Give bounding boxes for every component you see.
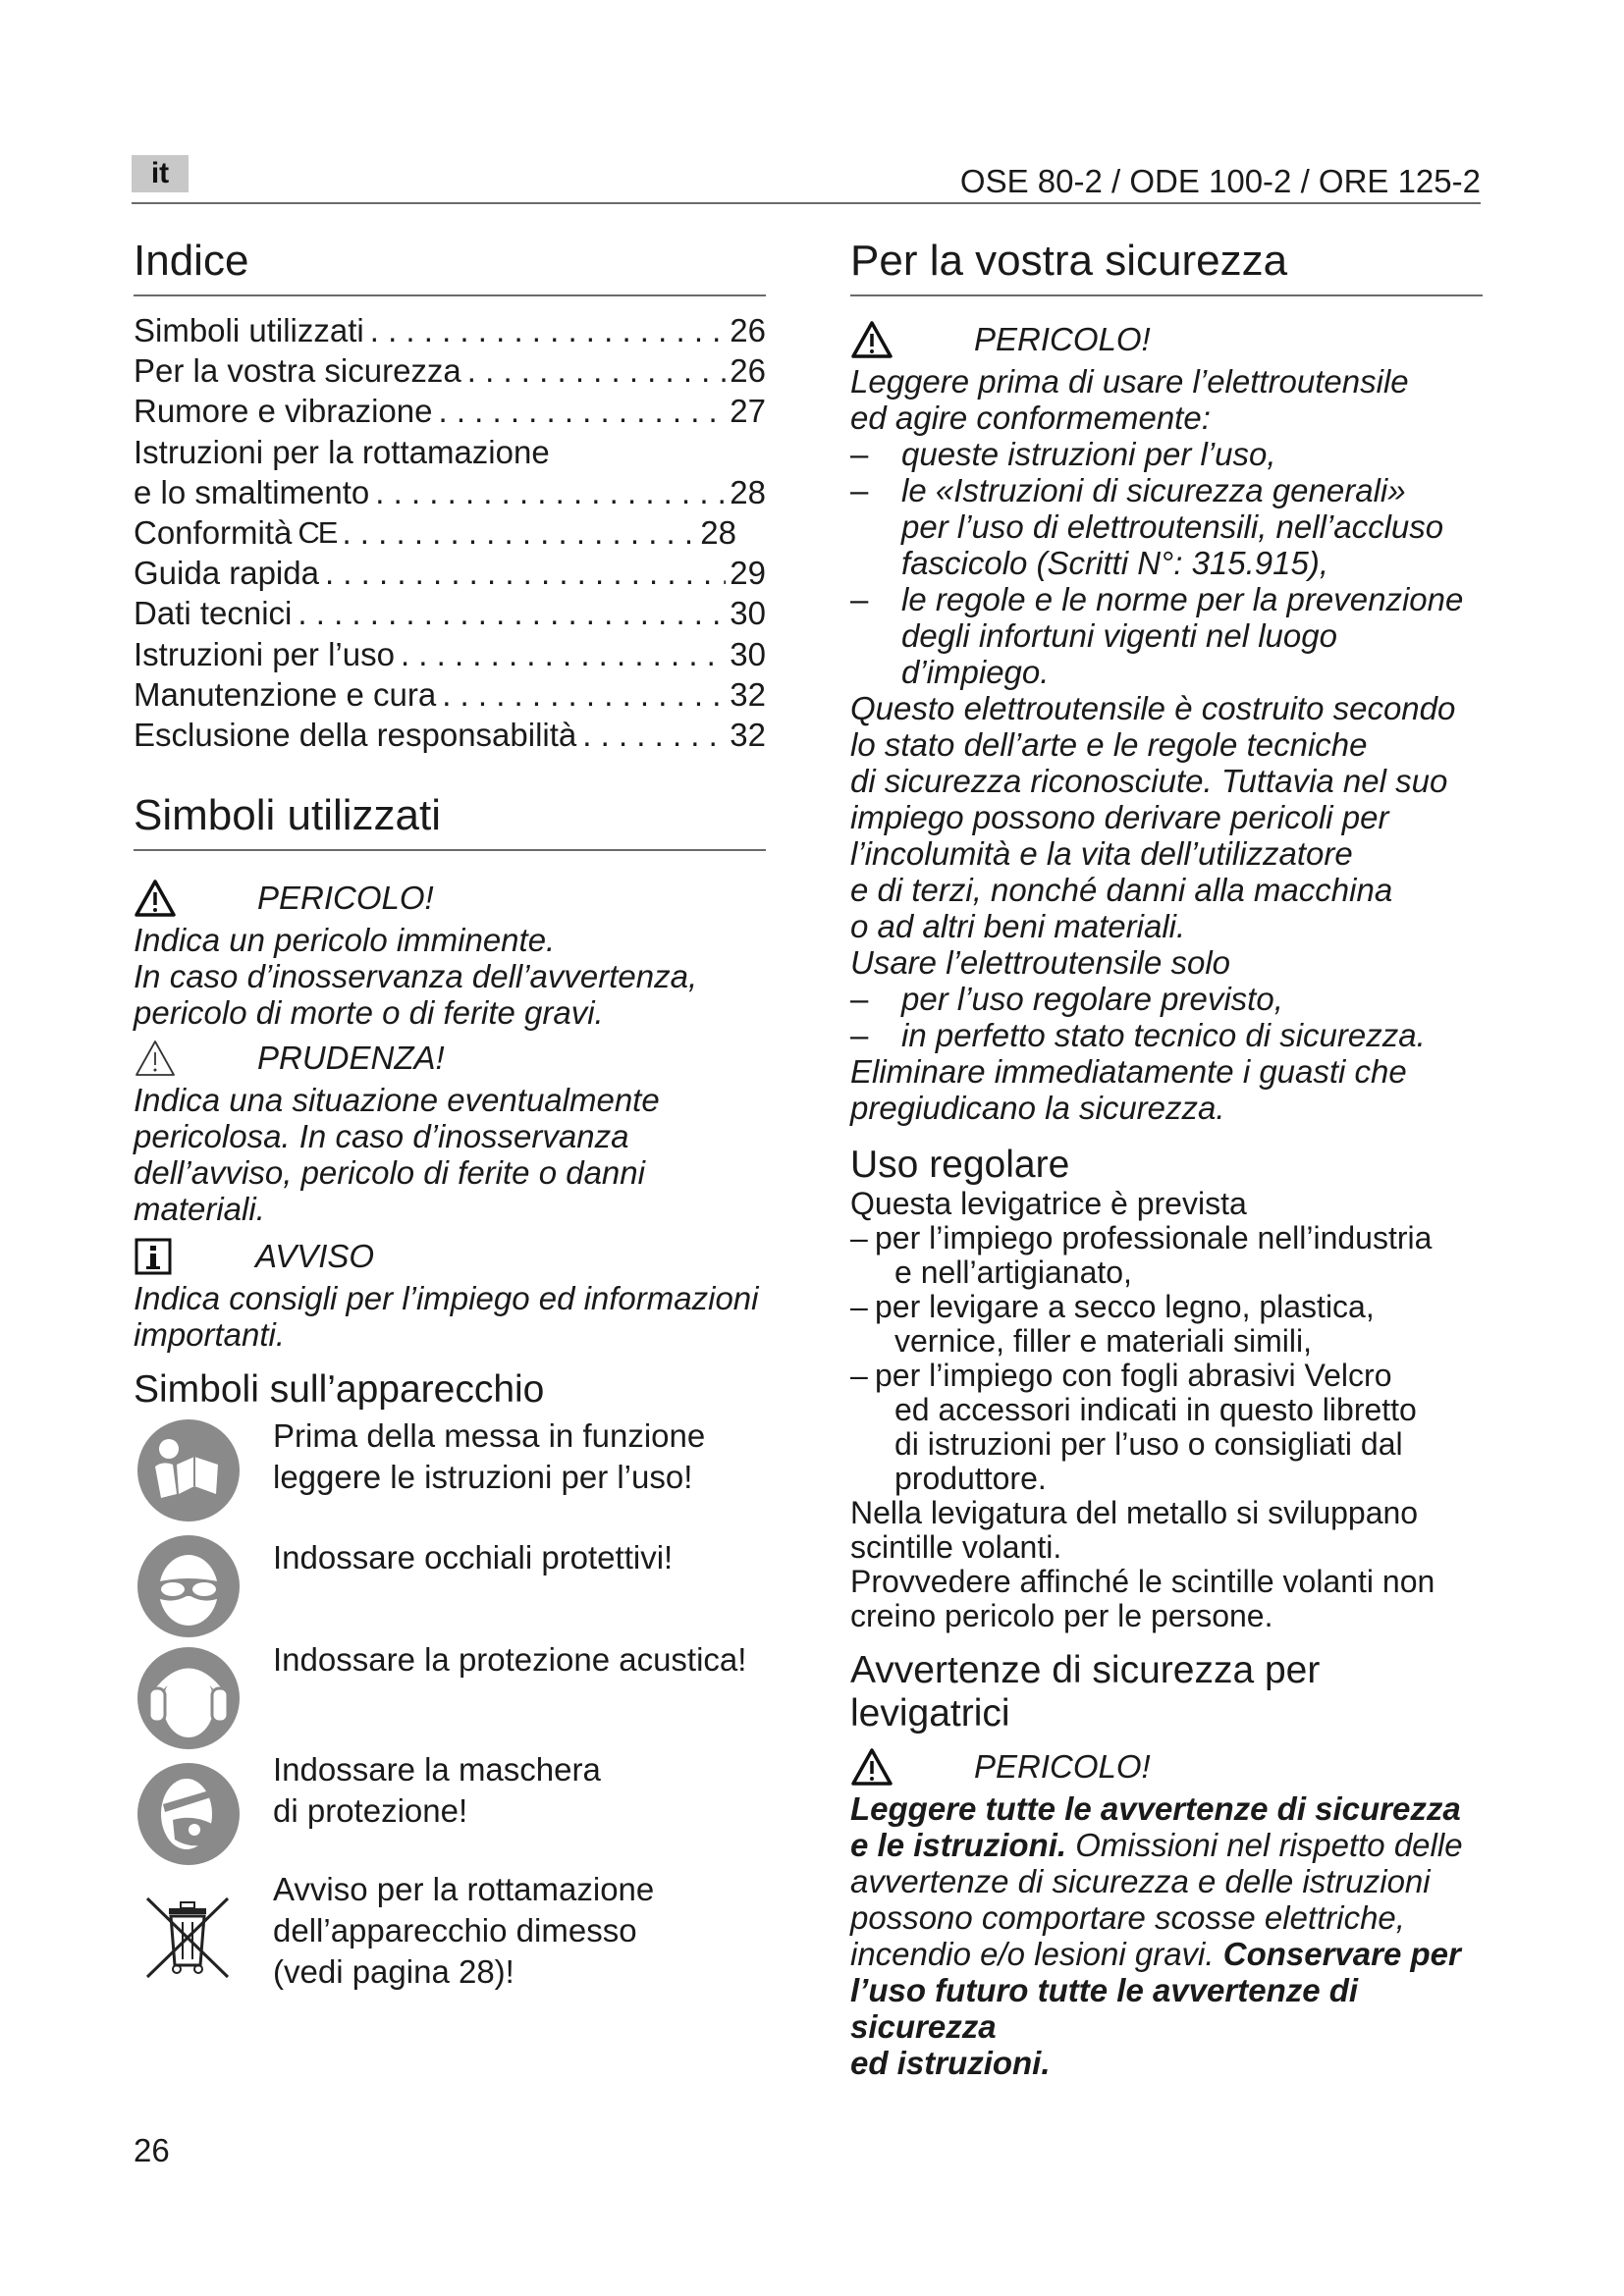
toc-entry-page: 26 — [730, 352, 766, 390]
list-item-text: produttore. — [894, 1461, 1047, 1496]
list-item — [850, 1359, 1483, 1496]
sander-danger-header — [850, 1743, 1483, 1790]
language-badge: it — [132, 155, 189, 192]
notice-line: importanti. — [134, 1316, 286, 1354]
device-symbol-text: Indossare la maschera — [273, 1751, 601, 1789]
list-item-text: di istruzioni per l’uso o consigliati dal — [894, 1426, 1403, 1462]
toc-entry[interactable] — [134, 674, 766, 715]
device-symbol-item — [134, 1751, 766, 1869]
toc-entry-page: 27 — [730, 393, 766, 430]
list-dash: – — [850, 1220, 868, 1255]
safety-use-list — [850, 981, 1483, 1053]
toc-entry[interactable] — [134, 310, 766, 350]
sander-warning-bold: Leggere tutte le avvertenze di sicurezza — [850, 1790, 1461, 1827]
list-item-text: d’impiego. — [901, 654, 1050, 690]
toc-entry-title: Esclusione della responsabilità — [134, 717, 577, 754]
device-symbol-list — [134, 1415, 766, 1993]
safety-body-line: impiego possono derivare pericoli per — [850, 799, 1389, 835]
safety-danger-header — [850, 316, 1483, 363]
toc-entry-page: 29 — [730, 555, 766, 592]
sander-warning-bold: ed istruzioni. — [850, 2045, 1051, 2081]
danger-line: pericolo di morte o di ferite gravi. — [134, 994, 604, 1032]
safety-heading: Per la vostra sicurezza — [850, 234, 1483, 296]
caution-line: pericolosa. In caso d’inosservanza — [134, 1118, 629, 1155]
list-dash: – — [850, 1017, 869, 1053]
info-icon — [134, 1237, 177, 1276]
toc-entry-page: 30 — [730, 595, 766, 632]
toc-leader — [432, 391, 726, 431]
toc-leader — [461, 350, 726, 391]
list-dash: – — [850, 1289, 868, 1324]
toc-entry-page: 26 — [730, 312, 766, 348]
toc-entry[interactable] — [134, 715, 766, 755]
toc-entry-title: Per la vostra sicurezza — [134, 352, 461, 390]
toc-leader — [292, 593, 726, 633]
left-column — [134, 234, 766, 1993]
ear-protection-icon — [134, 1643, 244, 1753]
list-item — [850, 1017, 1483, 1053]
list-item — [850, 1290, 1483, 1359]
page-number: 26 — [134, 2132, 170, 2168]
toc-entry[interactable] — [134, 553, 766, 593]
device-symbol-text: dell’apparecchio dimesso — [273, 1912, 637, 1949]
sander-danger-label: PERICOLO! — [974, 1748, 1151, 1785]
notice-label: AVVISO — [255, 1238, 375, 1275]
sander-warning-text-run: possono comportare scosse elettriche, — [850, 1899, 1405, 1936]
table-of-contents — [134, 310, 766, 755]
list-item-text: in perfetto stato tecnico di sicurezza. — [901, 1017, 1426, 1053]
sander-warning-text-run: incendio e/o lesioni gravi. — [850, 1936, 1223, 1972]
list-dash: – — [850, 436, 869, 472]
list-dash: – — [850, 981, 869, 1017]
list-item — [850, 981, 1483, 1017]
sander-warning-text — [850, 1790, 1483, 2081]
toc-leader — [576, 715, 726, 755]
safety-body-line: Questo elettroutensile è costruito secondo — [850, 690, 1456, 726]
toc-entry-page: 32 — [730, 717, 766, 754]
toc-entry[interactable] — [134, 472, 766, 512]
sander-warning-bold: l’uso futuro tutte le avvertenze di sicurezza — [850, 1972, 1359, 2045]
header-rule — [132, 202, 1481, 204]
sander-warning-text-run: Omissioni nel rispetto delle — [1066, 1827, 1463, 1863]
ce-mark-icon: CE — [298, 515, 337, 551]
toc-entry[interactable] — [134, 350, 766, 391]
list-item — [850, 436, 1483, 472]
right-column — [850, 234, 1483, 2081]
notice-definition — [134, 1233, 766, 1353]
proper-use-note: Provvedere affinché le scintille volanti non — [850, 1564, 1435, 1599]
document-model-reference: OSE 80-2 / ODE 100-2 / ORE 125-2 — [959, 163, 1481, 199]
safety-intro-line: ed agire conformemente: — [850, 400, 1211, 436]
list-item-text: fascicolo (Scritti N°: 315.915), — [901, 545, 1329, 581]
index-heading: Indice — [134, 234, 766, 296]
device-symbol-item — [134, 1415, 766, 1525]
dust-mask-icon — [134, 1759, 244, 1869]
toc-entry-page: 30 — [730, 635, 766, 672]
toc-entry[interactable] — [134, 593, 766, 633]
device-symbol-text: di protezione! — [273, 1792, 468, 1830]
toc-entry-title: Istruzioni per l’uso — [134, 635, 395, 672]
toc-entry-page: 32 — [730, 675, 766, 713]
caution-line: Indica una situazione eventualmente — [134, 1082, 660, 1119]
toc-entry[interactable] — [134, 391, 766, 431]
proper-use-note: creino pericolo per le persone. — [850, 1598, 1273, 1633]
caution-definition — [134, 1035, 766, 1227]
proper-use-intro: Questa levigatrice è prevista — [850, 1186, 1247, 1221]
warning-triangle-icon — [850, 1747, 893, 1787]
proper-use-note: scintille volanti. — [850, 1529, 1062, 1565]
toc-entry-title: Istruzioni per la rottamazione — [134, 433, 550, 470]
sander-warnings-heading — [850, 1649, 1483, 1735]
device-symbol-text: Indossare occhiali protettivi! — [273, 1539, 674, 1576]
device-symbols-heading: Simboli sull’apparecchio — [134, 1368, 545, 1412]
sander-warning-text-run: avvertenze di sicurezza e delle istruzioni — [850, 1863, 1431, 1899]
sander-warning-bold: Conservare per — [1222, 1936, 1461, 1972]
device-symbol-item — [134, 1871, 766, 1993]
list-item — [850, 581, 1483, 690]
safety-body — [850, 690, 1483, 981]
device-symbol-text: Indossare la protezione acustica! — [273, 1641, 747, 1679]
sander-warnings-heading-line: levigatrici — [850, 1692, 1010, 1735]
toc-entry-title: Simboli utilizzati — [134, 312, 364, 348]
list-item — [850, 472, 1483, 581]
list-item — [850, 1221, 1483, 1290]
safety-body-line: o ad altri beni materiali. — [850, 908, 1186, 944]
safety-closing-line: Eliminare immediatamente i guasti che — [850, 1053, 1407, 1090]
proper-use-note: Nella levigatura del metallo si sviluppano — [850, 1495, 1419, 1530]
toc-entry-title: Conformità — [134, 514, 293, 552]
read-manual-icon — [134, 1415, 244, 1525]
toc-leader — [336, 512, 696, 553]
safety-goggles-icon — [134, 1531, 244, 1641]
toc-entry[interactable] — [134, 512, 766, 553]
toc-entry-title: Dati tecnici — [134, 595, 293, 632]
toc-entry-title: Guida rapida — [134, 555, 319, 592]
toc-leader — [369, 472, 726, 512]
sander-warnings-heading-line: Avvertenze di sicurezza per — [850, 1649, 1321, 1691]
list-dash: – — [850, 581, 869, 617]
symbols-heading: Simboli utilizzati — [134, 788, 766, 851]
toc-leader — [364, 310, 727, 350]
list-dash: – — [850, 1358, 868, 1393]
safety-body-line: e di terzi, nonché danni alla macchina — [850, 872, 1393, 908]
toc-entry[interactable] — [134, 634, 766, 674]
safety-intro-line: Leggere prima di usare l’elettroutensile — [850, 363, 1409, 400]
toc-leader — [395, 634, 726, 674]
device-symbol-text: (vedi pagina 28)! — [273, 1953, 514, 1991]
list-item-text: per l’impiego professionale nell’industria — [875, 1220, 1433, 1255]
toc-leader — [436, 674, 726, 715]
safety-danger-label: PERICOLO! — [974, 321, 1151, 357]
caution-label: PRUDENZA! — [257, 1040, 445, 1077]
list-item-text: per levigare a secco legno, plastica, — [875, 1289, 1375, 1324]
toc-entry-title: Manutenzione e cura — [134, 675, 437, 713]
proper-use-list — [850, 1221, 1483, 1496]
list-item-text: degli infortuni vigenti nel luogo — [901, 617, 1337, 654]
crossed-bin-icon — [134, 1881, 244, 1991]
list-item-text: ed accessori indicati in questo libretto — [894, 1392, 1417, 1427]
proper-use-heading: Uso regolare — [850, 1144, 1070, 1186]
safety-body-line: Usare l’elettroutensile solo — [850, 944, 1231, 981]
caution-line: materiali. — [134, 1191, 265, 1228]
device-symbol-item — [134, 1531, 766, 1641]
list-dash: – — [850, 472, 869, 508]
safety-body-line: l’incolumità e la vita dell’utilizzatore — [850, 835, 1353, 872]
list-item-text: e nell’artigianato, — [894, 1255, 1132, 1290]
device-symbol-text: leggere le istruzioni per l’uso! — [273, 1459, 693, 1496]
toc-leader — [319, 553, 726, 593]
warning-triangle-icon — [850, 320, 893, 359]
device-symbol-item — [134, 1643, 766, 1753]
toc-entry-title: Rumore e vibrazione — [134, 393, 433, 430]
toc-entry[interactable] — [134, 432, 766, 472]
list-item-text: per l’uso regolare previsto, — [901, 981, 1283, 1017]
caution-triangle-icon — [134, 1039, 177, 1078]
warning-triangle-icon — [134, 879, 177, 918]
danger-label: PERICOLO! — [257, 880, 434, 917]
toc-entry-page: 28 — [700, 514, 736, 552]
danger-definition — [134, 875, 766, 1031]
list-item-text: queste istruzioni per l’uso, — [901, 436, 1276, 472]
danger-line: In caso d’inosservanza dell’avvertenza, — [134, 958, 698, 995]
list-item-text: le «Istruzioni di sicurezza generali» — [901, 472, 1406, 508]
safety-body-line: di sicurezza riconosciute. Tuttavia nel suo — [850, 763, 1448, 799]
toc-entry-page: 28 — [730, 473, 766, 510]
safety-closing-line: pregiudicano la sicurezza. — [850, 1090, 1225, 1126]
device-symbol-text: Avviso per la rottamazione — [273, 1871, 655, 1908]
list-item-text: le regole e le norme per la prevenzione — [901, 581, 1464, 617]
toc-entry-title: e lo smaltimento — [134, 473, 370, 510]
danger-line: Indica un pericolo imminente. — [134, 922, 556, 959]
list-item-text: per l’impiego con fogli abrasivi Velcro — [875, 1358, 1392, 1393]
safety-body-line: lo stato dell’arte e le regole tecniche — [850, 726, 1368, 763]
device-symbol-text: Prima della messa in funzione — [273, 1417, 706, 1455]
list-item-text: vernice, filler e materiali simili, — [894, 1323, 1312, 1359]
sander-warning-bold: e le istruzioni. — [850, 1827, 1067, 1863]
caution-line: dell’avviso, pericolo di ferite o danni — [134, 1154, 645, 1192]
list-item-text: per l’uso di elettroutensili, nell’accluso — [901, 508, 1444, 545]
safety-document-list — [850, 436, 1483, 690]
notice-line: Indica consigli per l’impiego ed informazioni — [134, 1280, 759, 1317]
